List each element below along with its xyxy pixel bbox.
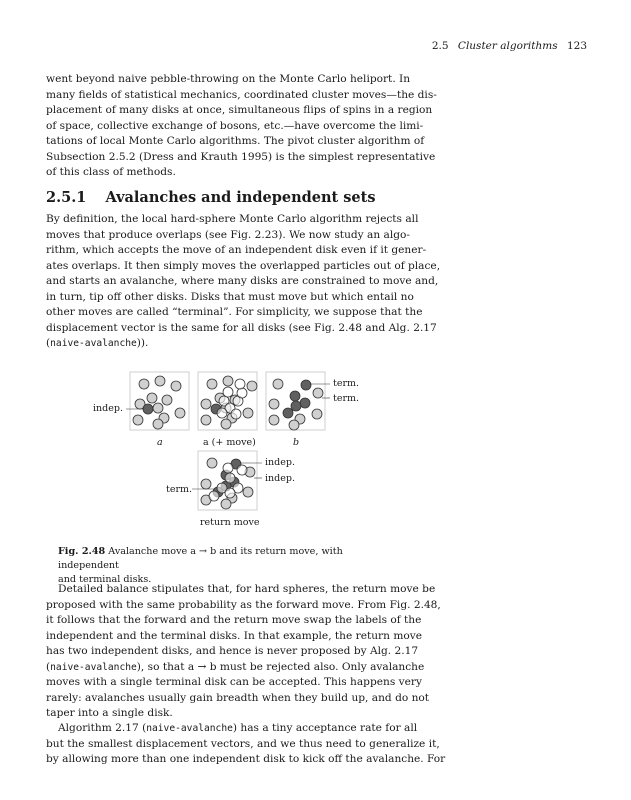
panel-b-frame xyxy=(266,372,325,430)
text-line: in turn, tip off other disks. Disks that must move but which entail no xyxy=(46,290,414,303)
caption-label: Fig. 2.48 xyxy=(58,546,106,557)
text-post: ) has a tiny acceptance rate for all xyxy=(232,722,418,734)
text-rest: ), so that a → b must be rejected also. Only avalanche xyxy=(136,660,425,673)
text-line: taper into a single disk. xyxy=(46,707,173,719)
panel-a-disks xyxy=(133,376,185,429)
panel-a-move-disks xyxy=(201,376,257,429)
text-line xyxy=(46,721,418,737)
text-line: other moves are called “terminal”. For simplicity, we suppose that the xyxy=(46,306,423,318)
definition-paragraph xyxy=(46,212,441,352)
header-chapter-title: Cluster algorithms xyxy=(457,40,558,52)
paren-open: ( xyxy=(46,660,51,673)
generalize-paragraph xyxy=(46,721,446,768)
header-page-number: 123 xyxy=(566,40,587,52)
code-naive-avalanche: naive-avalanche xyxy=(50,338,137,349)
caption-text-2: and terminal disks. xyxy=(58,574,152,585)
text-line: By definition, the local hard-sphere Monte Carlo algorithm rejects all xyxy=(46,213,419,225)
text-line xyxy=(46,336,408,352)
section-heading xyxy=(46,189,376,206)
section-title-text: Avalanches and independent sets xyxy=(105,189,376,206)
panel-a-move-label: a (+ move) xyxy=(203,437,256,448)
panel-a-move-frame xyxy=(198,372,257,430)
text-line: many fields of statistical mechanics, coordinated cluster moves—the dis- xyxy=(46,88,437,101)
section-number: 2.5.1 xyxy=(46,189,87,206)
panel-return-disks xyxy=(201,458,255,509)
text-line: independent and the terminal disks. In that example, the return move xyxy=(46,629,422,642)
detailed-balance-paragraph xyxy=(46,582,441,722)
intro-paragraph xyxy=(46,72,437,181)
label-indep-a: indep. xyxy=(93,403,123,414)
label-term-b-1: term. xyxy=(333,378,360,389)
text-line: ates overlaps. It then simply moves the overlapped particles out of place, xyxy=(46,259,441,272)
text-line: of this class of methods. xyxy=(46,166,176,178)
label-indep-r-2: indep. xyxy=(265,473,295,484)
panel-b-label: b xyxy=(293,437,300,448)
paren-close: )). xyxy=(136,337,149,349)
label-indep-r-1: indep. xyxy=(265,457,295,468)
panel-return-label: return move xyxy=(200,517,260,528)
text-line: Subsection 2.5.2 (Dress and Krauth 1995) is the simplest representative xyxy=(46,150,436,163)
panel-return-frame xyxy=(198,451,257,510)
code-naive-avalanche: naive-avalanche xyxy=(50,661,137,673)
text-line: placement of many disks at once, simultaneous flips of spins in a region xyxy=(46,104,433,116)
panel-a-label: a xyxy=(157,437,163,448)
text-line: has two independent disks, and hence is never proposed by Alg. 2.17 xyxy=(46,645,419,657)
text-line: went beyond naive pebble-throwing on the Monte Carlo heliport. In xyxy=(46,73,411,85)
text-line: but the smallest displacement vectors, and we thus need to generalize it, xyxy=(46,737,440,750)
text-line: and starts an avalanche, where many disks are constrained to move and, xyxy=(46,275,439,287)
header-section-number: 2.5 xyxy=(431,40,449,52)
text-line: Detailed balance stipulates that, for hard spheres, the return move be xyxy=(58,583,436,595)
text-line: it follows that the forward and the return move swap the labels of the xyxy=(46,614,422,626)
panel-b-disks xyxy=(269,379,323,430)
text-line: rarely: avalanches usually gain breadth when they build up, and do not xyxy=(46,691,430,704)
text-line: moves with a single terminal disk can be accepted. This happens very xyxy=(46,676,422,688)
code-naive-avalanche: naive-avalanche xyxy=(146,723,233,734)
caption-text-1: Avalanche move a → b and its return move, with independent xyxy=(58,546,343,571)
panel-a-frame xyxy=(130,372,189,430)
text-line: rithm, which accepts the move of an independent disk even if it gener- xyxy=(46,244,427,256)
label-term-b-2: term. xyxy=(333,393,360,404)
text-line: tations of local Monte Carlo algorithms. The pivot cluster algorithm of xyxy=(46,135,425,147)
text-line xyxy=(46,660,425,676)
running-header xyxy=(432,40,587,52)
text-line: proposed with the same probability as the forward move. From Fig. 2.48, xyxy=(46,598,441,611)
paren-open: ( xyxy=(46,337,51,349)
text-line: moves that produce overlaps (see Fig. 2.23). We now study an algo- xyxy=(46,228,410,241)
text-line: by allowing more than one independent disk to kick off the avalanche. For xyxy=(46,753,446,765)
text-line: displacement vector is the same for all disks (see Fig. 2.48 and Alg. 2.17 xyxy=(46,321,437,334)
text-line: of space, collective exchange of bosons, etc.—have overcome the limi- xyxy=(46,119,424,132)
label-term-r: term. xyxy=(166,484,193,495)
figure-caption xyxy=(58,545,403,587)
text-pre: Algorithm 2.17 ( xyxy=(58,722,147,734)
